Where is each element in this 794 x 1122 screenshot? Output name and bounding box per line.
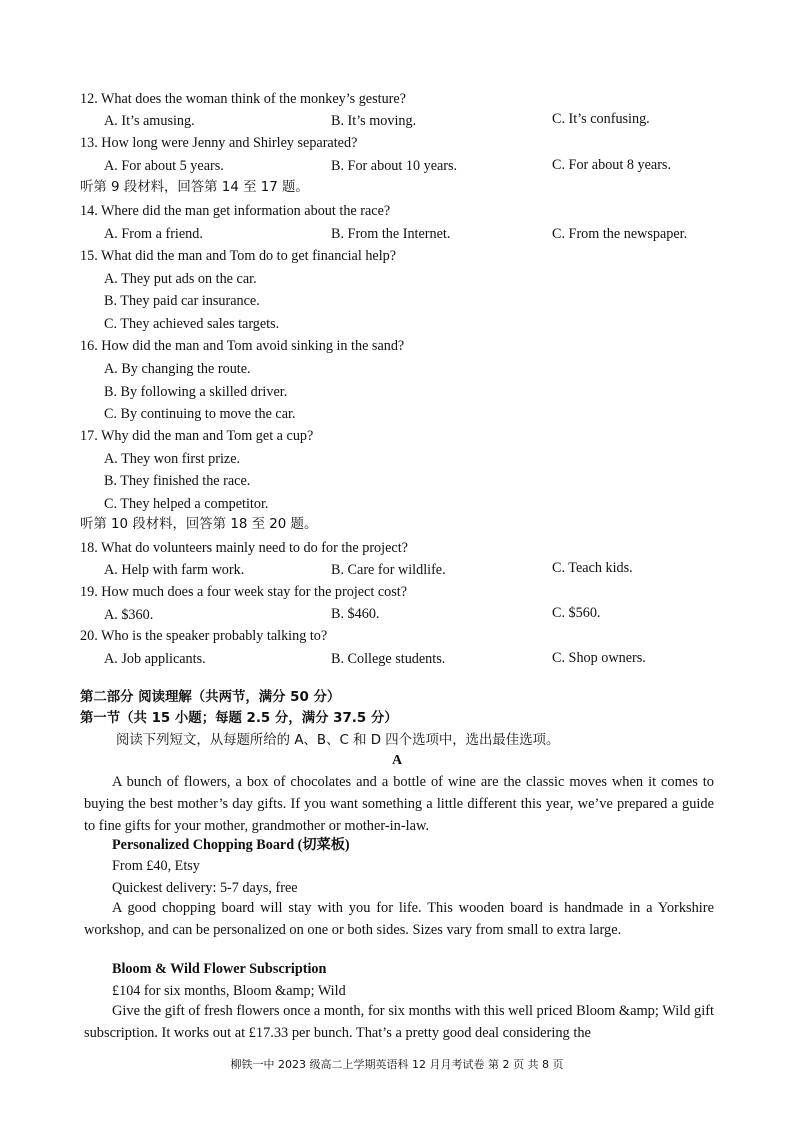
question-15-option-c: C. They achieved sales targets. xyxy=(104,316,280,332)
section-1-heading: 第一节（共 15 小题；每题 2.5 分，满分 37.5 分） xyxy=(80,711,398,726)
question-16-option-c: C. By continuing to move the car. xyxy=(104,406,296,422)
question-17-option-a: A. They won first prize. xyxy=(104,451,241,467)
question-20-option-c: C. Shop owners. xyxy=(552,650,646,666)
question-14-option-b: B. From the Internet. xyxy=(331,226,451,242)
question-17-option-b: B. They finished the race. xyxy=(104,473,251,489)
reading-instructions: 阅读下列短文，从每题所给的 A、B、C 和 D 四个选项中，选出最佳选项。 xyxy=(116,733,560,748)
question-17-option-c: C. They helped a competitor. xyxy=(104,496,269,512)
question-15-stem: 15. What did the man and Tom do to get financial help? xyxy=(80,248,397,264)
item-2-price: £104 for six months, Bloom &amp; Wild xyxy=(112,983,346,999)
question-13-option-c: C. For about 8 years. xyxy=(552,157,672,173)
passage-label: A xyxy=(391,753,403,768)
question-19-option-a: A. $360. xyxy=(104,607,154,623)
question-13-stem: 13. How long were Jenny and Shirley separated? xyxy=(80,135,358,151)
item-2-title: Bloom & Wild Flower Subscription xyxy=(112,961,327,977)
question-18-option-b: B. Care for wildlife. xyxy=(331,562,446,578)
question-12-option-a: A. It’s amusing. xyxy=(104,113,195,129)
intro-paragraph: A bunch of flowers, a box of chocolates and a bottle of wine are the classic moves when it comes to buying the best mother’s day gifts. If you want something a little different this year, we’ve prepared a guide to fine gifts for your mother, grandmother or mother-in-law. xyxy=(84,774,714,834)
question-19-option-c: C. $560. xyxy=(552,605,601,621)
question-12-stem: 12. What does the woman think of the monkey’s gesture? xyxy=(80,91,406,107)
question-20-option-b: B. College students. xyxy=(331,651,446,667)
question-18-stem: 18. What do volunteers mainly need to do for the project? xyxy=(80,540,408,556)
question-13-option-b: B. For about 10 years. xyxy=(331,158,458,174)
question-12-option-c: C. It’s confusing. xyxy=(552,111,650,127)
question-18-option-a: A. Help with farm work. xyxy=(104,562,245,578)
question-20-stem: 20. Who is the speaker probably talking to? xyxy=(80,628,328,644)
item-1-delivery: Quickest delivery: 5-7 days, free xyxy=(112,880,298,896)
page-footer: 柳铁一中 2023 级高二上学期英语科 12 月月考试卷 第 2 页 共 8 页 xyxy=(230,1058,564,1071)
question-15-option-a: A. They put ads on the car. xyxy=(104,271,257,287)
section-9-intro: 听第 9 段材料，回答第 14 至 17 题。 xyxy=(80,180,309,195)
item-1-title: Personalized Chopping Board (切菜板) xyxy=(112,837,350,853)
question-16-stem: 16. How did the man and Tom avoid sinking in the sand? xyxy=(80,338,405,354)
question-12-option-b: B. It’s moving. xyxy=(331,113,417,129)
question-18-option-c: C. Teach kids. xyxy=(552,560,633,576)
part-2-heading: 第二部分 阅读理解（共两节，满分 50 分） xyxy=(80,690,341,705)
question-20-option-a: A. Job applicants. xyxy=(104,651,206,667)
item-2-body: Give the gift of fresh flowers once a month, for six months with this well priced Bloom &amp; Wild gift subscription. It works out at £17.33 per bunch. That’s a pretty good deal considering the xyxy=(84,1003,714,1041)
section-10-intro: 听第 10 段材料，回答第 18 至 20 题。 xyxy=(80,517,318,532)
question-14-option-a: A. From a friend. xyxy=(104,226,203,242)
question-19-option-b: B. $460. xyxy=(331,606,380,622)
question-14-option-c: C. From the newspaper. xyxy=(552,226,688,242)
item-1-price: From £40, Etsy xyxy=(112,858,200,874)
question-14-stem: 14. Where did the man get information about the race? xyxy=(80,203,391,219)
question-16-option-a: A. By changing the route. xyxy=(104,361,251,377)
question-15-option-b: B. They paid car insurance. xyxy=(104,293,260,309)
question-16-option-b: B. By following a skilled driver. xyxy=(104,384,288,400)
question-13-option-a: A. For about 5 years. xyxy=(104,158,224,174)
question-19-stem: 19. How much does a four week stay for the project cost? xyxy=(80,584,407,600)
item-1-body: A good chopping board will stay with you for life. This wooden board is handmade in a Yorkshire workshop, and can be personalized on one or both sides. Sizes vary from small to extra large. xyxy=(84,900,714,938)
question-17-stem: 17. Why did the man and Tom get a cup? xyxy=(80,428,314,444)
